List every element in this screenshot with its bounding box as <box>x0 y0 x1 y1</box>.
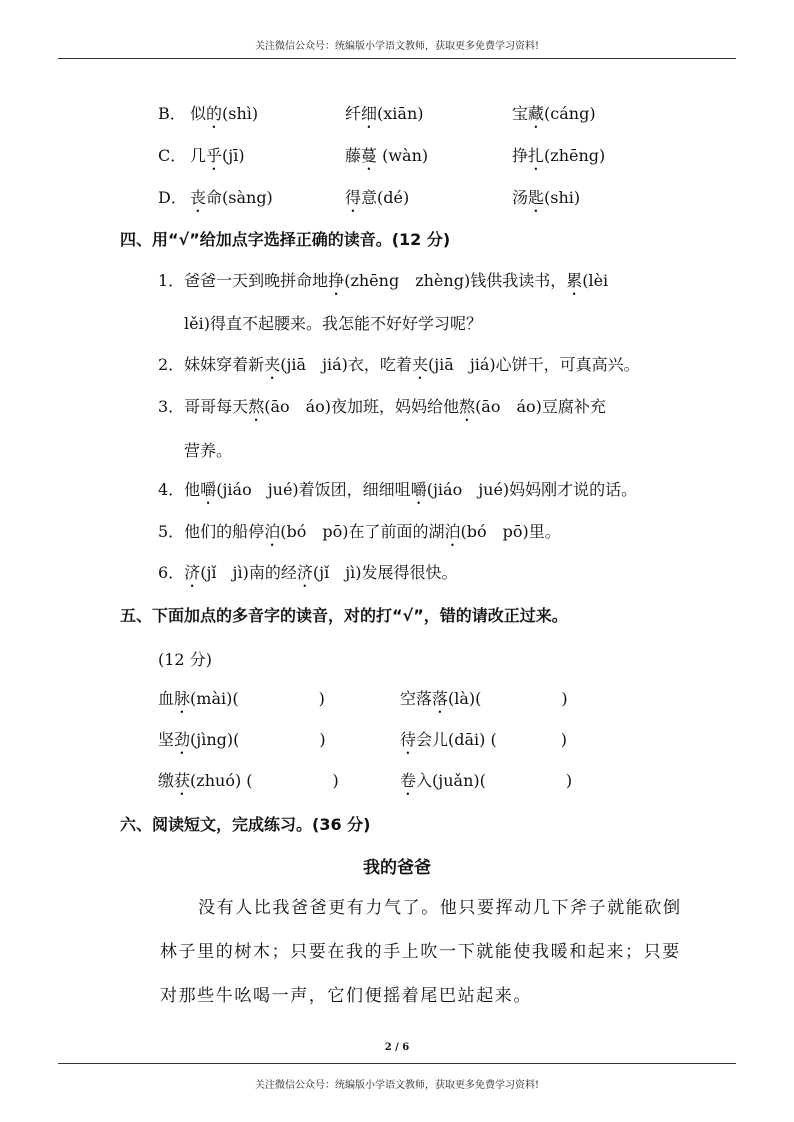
sec4-item-6: 6．济(jǐ jì)南的经济(jǐ jì)发展得很快。 <box>158 563 458 582</box>
section-5-title: 五、下面加点的多音字的读音，对的打“√”，错的请改正过来。 <box>120 606 568 625</box>
option-c-item-1: 几乎(jī) <box>190 146 245 165</box>
passage-line-2: 林子里的树木；只要在我的手上吹一下就能使我暖和起来；只要 <box>160 942 681 962</box>
option-b-label: B． <box>158 104 186 123</box>
option-b-item-3: 宝藏(cáng) <box>512 104 596 123</box>
option-d-item-3: 汤匙(shi) <box>512 188 581 207</box>
sec4-item-4: 4．他嚼(jiáo jué)着饭团，细细咀嚼(jiáo jué)妈妈刚才说的话。 <box>158 480 638 499</box>
footer-note: 关注微信公众号：统编版小学语文教师，获取更多免费学习资料! <box>254 1080 540 1091</box>
section-4-title: 四、用“√”给加点字选择正确的读音。(12 分) <box>120 230 451 249</box>
sec4-item-3-line-1: 3．哥哥每天熬(āo áo)夜加班，妈妈给他熬(āo áo)豆腐补充 <box>158 397 606 416</box>
section-5-score: (12 分) <box>158 650 212 669</box>
sec5-row-1-right: 空落落(là)( ) <box>400 689 568 708</box>
header-note: 关注微信公众号：统编版小学语文教师，获取更多免费学习资料! <box>254 41 540 52</box>
sec5-row-3-left: 缴获(zhuó) ( ) <box>158 771 339 790</box>
passage-body <box>160 886 700 1018</box>
sec5-row-2-right: 待会儿(dāi) ( ) <box>400 730 567 749</box>
passage-line-3: 对那些牛吆喝一声，它们便摇着尾巴站起来。 <box>160 986 532 1006</box>
section-6-title: 六、阅读短文，完成练习。(36 分) <box>120 815 371 834</box>
option-c-label: C． <box>158 146 187 165</box>
passage-title: 我的爸爸 <box>363 858 431 878</box>
sec5-row-2-left: 坚劲(jìng)( ) <box>158 730 326 749</box>
passage-line-1: 没有人比我爸爸更有力气了。他只要挥动几下斧子就能砍倒 <box>198 898 682 918</box>
option-c-item-3: 挣扎(zhēng) <box>512 146 606 165</box>
footer-rule <box>58 1063 736 1064</box>
sec5-row-1-left: 血脉(mài)( ) <box>158 689 325 708</box>
sec4-item-1-line-1: 1．爸爸一天到晚拼命地挣(zhēng zhèng)钱供我读书，累(lèi <box>158 271 609 290</box>
option-b-item-1: 似的(shì) <box>190 104 259 123</box>
option-d-label: D． <box>158 188 187 207</box>
option-d-item-2: 得意(dé) <box>345 188 410 207</box>
sec5-row-3-right: 卷入(juǎn)( ) <box>400 771 573 790</box>
page-number: 2 / 6 <box>384 1042 410 1053</box>
option-c-item-2: 藤蔓 (wàn) <box>345 146 429 165</box>
option-b-item-2: 纤细(xiān) <box>345 104 424 123</box>
sec4-item-2: 2．妹妹穿着新夹(jiā jiá)衣，吃着夹(jiā jiá)心饼干，可真高兴。 <box>158 355 640 374</box>
sec4-item-5: 5．他们的船停泊(bó pō)在了前面的湖泊(bó pō)里。 <box>158 522 561 541</box>
option-d-item-1: 丧命(sàng) <box>190 188 273 207</box>
sec4-item-3-line-2: 营养。 <box>184 441 233 460</box>
header-rule <box>58 58 736 59</box>
sec4-item-1-line-2: lěi)得直不起腰来。我怎能不好好学习呢？ <box>184 314 482 333</box>
